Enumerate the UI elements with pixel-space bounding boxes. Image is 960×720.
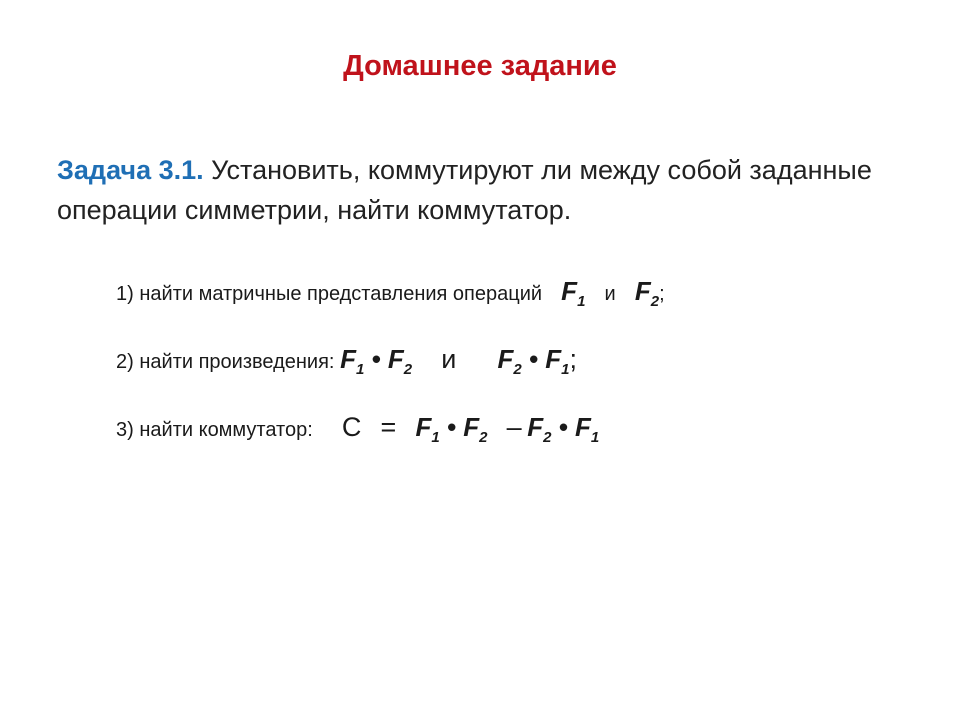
step-2-and: и [441, 344, 457, 374]
step-3-commutator-symbol: С [341, 412, 362, 442]
step-1 [116, 276, 665, 310]
task-label: Задача 3.1. [57, 155, 204, 185]
step-1-number: 1) [116, 283, 134, 305]
step-2-end: ; [569, 344, 578, 374]
step-2-product-2: $F_2$ • $F_1$ [497, 344, 570, 378]
step-2-number: 2) [116, 351, 134, 373]
step-3-product-1: $F_1$ • $F_2$ [415, 412, 488, 446]
step-3-product-2: $F_2$ • $F_1$ [527, 412, 600, 446]
slide-title: Домашнее задание [343, 50, 617, 82]
step-2 [116, 344, 577, 378]
step-1-and: и [604, 283, 616, 305]
step-3 [116, 412, 599, 446]
step-2-product-1: $F_1$ • $F_2$ [340, 344, 413, 378]
task-text: Установить, коммутируют ли между собой заданные операции симметрии, найти коммутатор. [57, 155, 872, 225]
task-statement [57, 150, 917, 230]
step-1-text: найти матричные представления операций [139, 283, 543, 305]
step-3-text: найти коммутатор: [139, 419, 313, 441]
step-1-end: ; [659, 283, 665, 305]
step-1-f1: $F_1$ [561, 276, 586, 310]
step-3-number: 3) [116, 419, 134, 441]
step-2-text: найти произведения: [139, 351, 335, 373]
step-1-f2: $F_2$ [634, 276, 660, 310]
step-3-minus: – [506, 412, 522, 442]
step-3-equals: = [380, 412, 397, 442]
